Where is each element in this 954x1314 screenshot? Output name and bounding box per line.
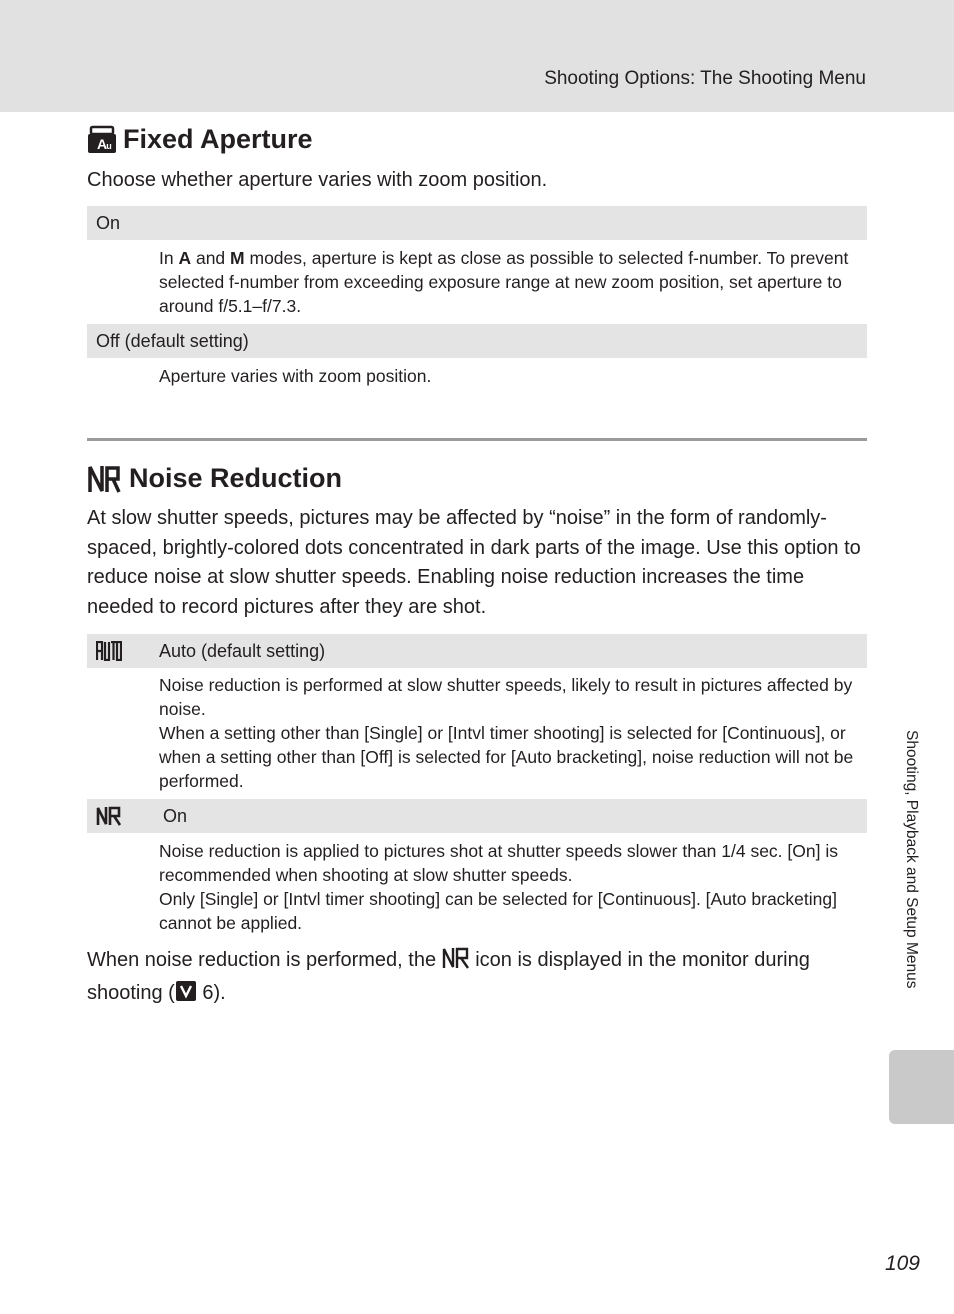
running-header: Shooting Options: The Shooting Menu bbox=[544, 68, 866, 89]
noise-reduction-icon bbox=[87, 464, 123, 494]
fixed-aperture-title: Fixed Aperture bbox=[123, 124, 313, 154]
option-auto-bar bbox=[87, 634, 867, 668]
option-off-description: Aperture varies with zoom position. bbox=[159, 366, 432, 386]
option-on-description: In A and M modes, aperture is kept as close as possible to selected f-number. To prevent selected f-number from exceeding exposure range at new zoom position, set aperture to around f/5.1–f/7.3. bbox=[159, 248, 849, 316]
header-band bbox=[0, 0, 954, 112]
option-nr-on-bar bbox=[87, 799, 867, 833]
option-nr-on-label: On bbox=[163, 805, 188, 826]
option-on-label: On bbox=[96, 212, 121, 233]
option-auto-description: Noise reduction is performed at slow shutter speeds, likely to result in pictures affected by noise. When a setting other than [Single] or [Intvl timer shooting] is selected for [Continuous], or when a setting other than [Off] is selected for [Auto bracketing], noise reduction will not be performed. bbox=[159, 675, 854, 791]
noise-reduction-intro: At slow shutter speeds, pictures may be affected by “noise” in the form of randomly-spaced, brightly-colored dots concentrated in dark parts of the image. Use this option to reduce noise at slow shutter speeds. Enabling noise reduction increases the time needed to record pictures after they are shot. bbox=[87, 507, 861, 618]
fixed-aperture-icon bbox=[87, 125, 117, 155]
option-off-bar bbox=[87, 324, 867, 358]
svg-text:A: A bbox=[96, 135, 108, 152]
section-divider bbox=[87, 438, 867, 441]
noise-reduction-heading bbox=[87, 463, 342, 494]
chapter-tab bbox=[889, 1050, 954, 1124]
auto-icon bbox=[96, 641, 122, 661]
noise-reduction-icon bbox=[96, 806, 122, 826]
option-auto-label: Auto (default setting) bbox=[159, 640, 326, 661]
noise-reduction-footer: When noise reduction is performed, the icon is displayed in the monitor during shooting ( 6). bbox=[87, 946, 867, 1011]
page-number: 109 bbox=[884, 1252, 920, 1275]
page-reference-icon bbox=[175, 980, 197, 1012]
noise-reduction-title: Noise Reduction bbox=[129, 463, 343, 493]
fixed-aperture-intro: Choose whether aperture varies with zoom position. bbox=[87, 169, 548, 191]
side-chapter-label: Shooting, Playback and Setup Menus bbox=[903, 730, 920, 989]
option-on-bar bbox=[87, 206, 867, 240]
option-nr-on-description: Noise reduction is applied to pictures shot at shutter speeds slower than 1/4 sec. [On] is recommended when shooting at slow shutter speeds. Only [Single] or [Intvl timer shooting] can be selected for [Continuous]. [Auto bracketing] cannot be applied. bbox=[159, 841, 838, 933]
noise-reduction-icon bbox=[442, 947, 470, 979]
option-off-label: Off (default setting) bbox=[96, 330, 249, 351]
fixed-aperture-heading bbox=[87, 124, 313, 155]
svg-text:u: u bbox=[106, 140, 112, 151]
